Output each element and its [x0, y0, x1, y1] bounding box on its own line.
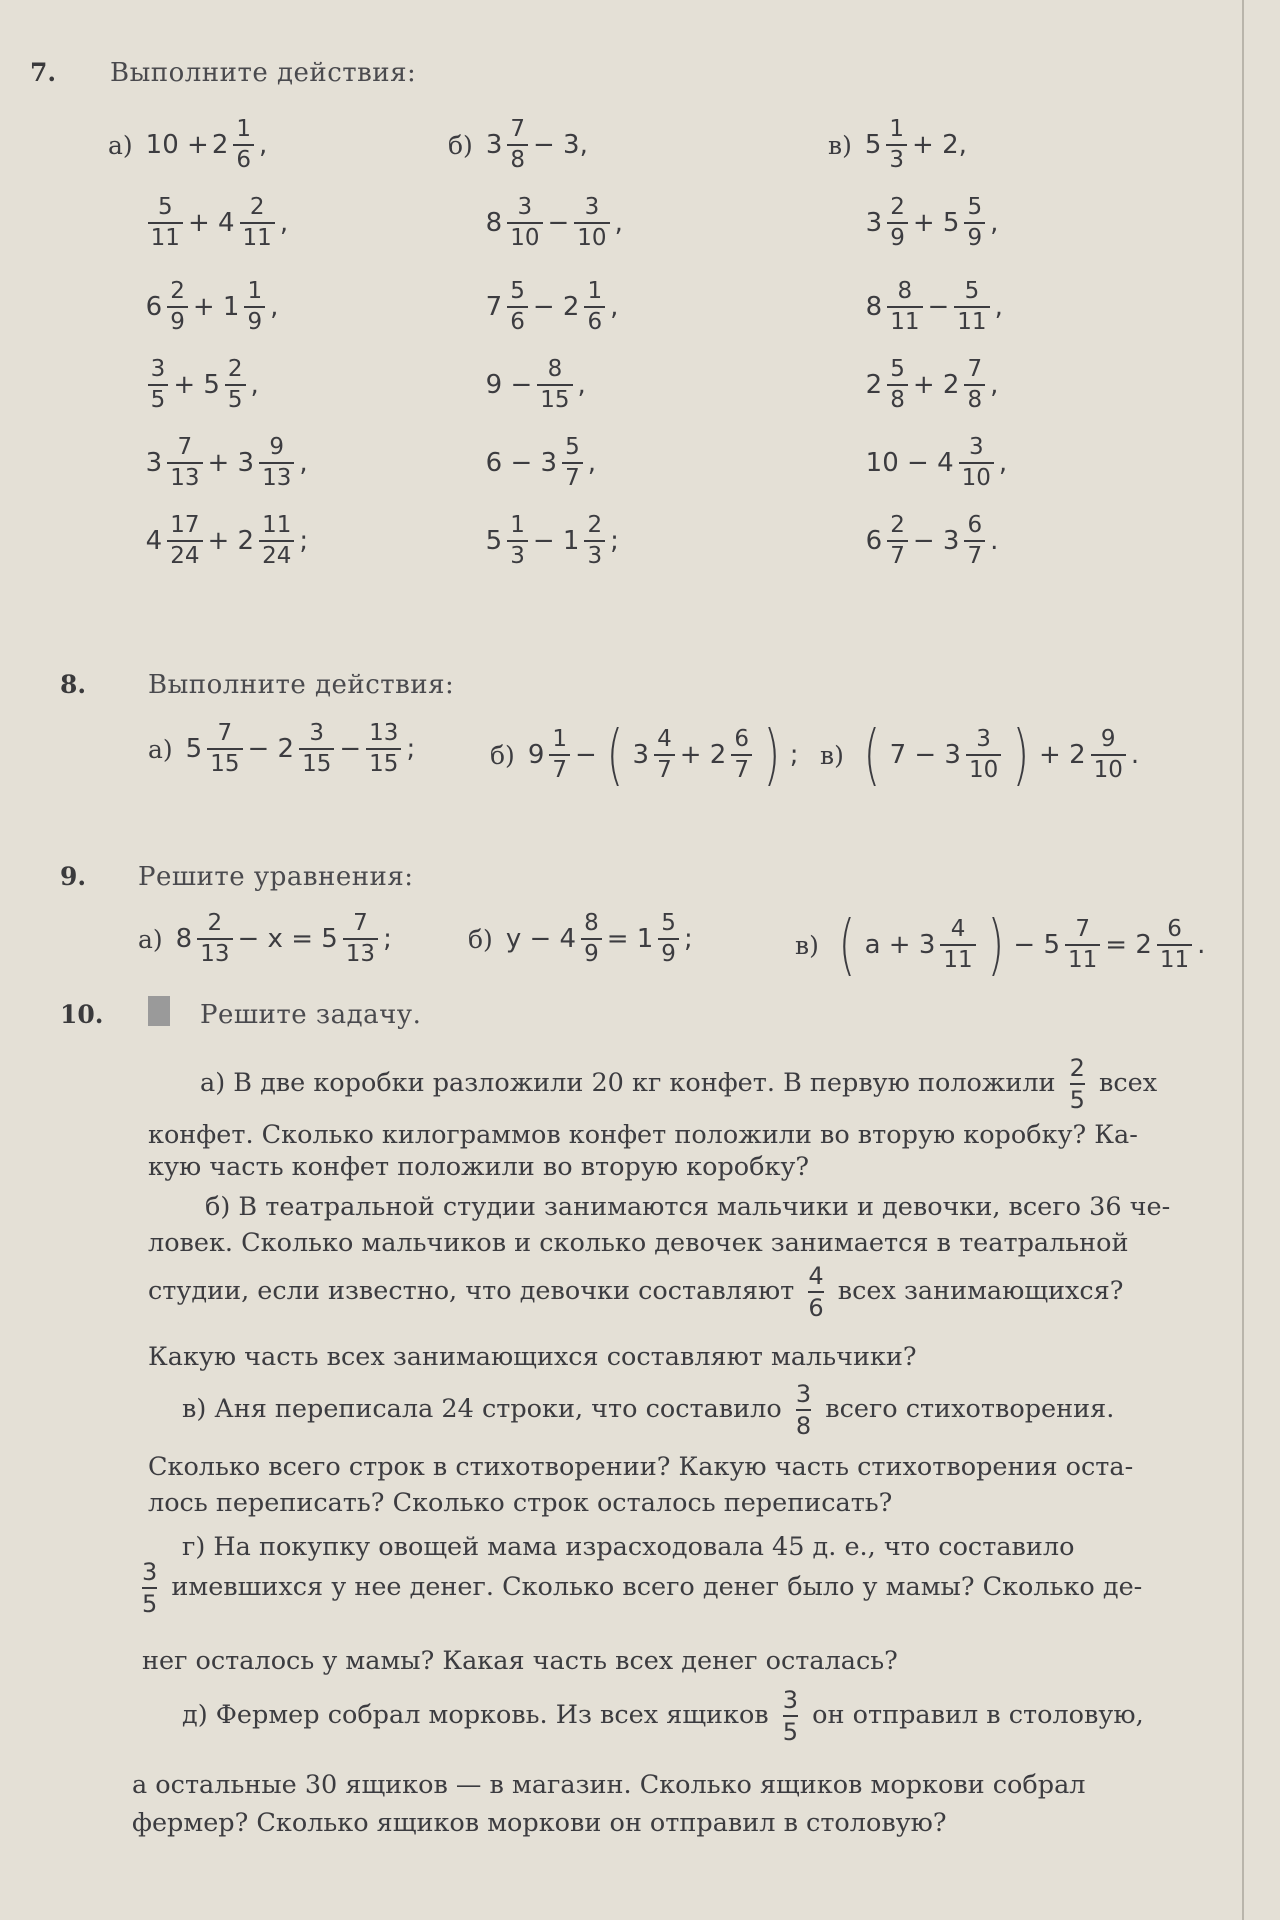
- exercise-7-item: [448, 514, 619, 568]
- numerator: 7: [967, 356, 983, 382]
- numerator: 7: [510, 116, 525, 142]
- denominator: 9: [167, 306, 188, 334]
- exercise-8-b: [490, 716, 799, 793]
- open-paren: (: [606, 716, 624, 793]
- fraction: $\frac{7}{15}$: [207, 722, 242, 776]
- expr-term: + 1: [192, 292, 240, 322]
- fraction: [562, 436, 583, 490]
- denominator: 13: [167, 462, 202, 490]
- numerator: 5: [510, 278, 525, 304]
- fraction: [959, 436, 994, 490]
- fraction: $\frac{2}{13}$: [197, 912, 232, 966]
- expr-term: −: [339, 734, 362, 764]
- task-d-line-1: [182, 1688, 1144, 1744]
- exercise-8-a: [148, 722, 415, 776]
- task-b-line-3: [148, 1264, 1123, 1320]
- denominator: 10: [574, 222, 609, 250]
- denominator: 11: [887, 306, 922, 334]
- close-paren: ): [987, 906, 1004, 983]
- exercise-7-item: [108, 358, 259, 412]
- expr-end: .: [990, 526, 999, 556]
- fraction: [259, 436, 294, 490]
- expr-term: + 2: [679, 740, 727, 770]
- fraction: [584, 514, 605, 568]
- expr-term: 9: [527, 740, 545, 770]
- numerator: 5: [565, 434, 580, 460]
- expr-term: 8: [175, 924, 193, 954]
- fraction: [887, 196, 908, 250]
- fraction: [167, 514, 202, 568]
- exercise-7-item: [108, 118, 267, 172]
- denominator: 8: [507, 144, 528, 172]
- task-text: студии, если известно, что девочки составляют: [148, 1276, 795, 1306]
- denominator: 3: [886, 144, 907, 172]
- exercise-9-b: [468, 912, 693, 966]
- numerator: 1: [587, 278, 603, 304]
- fraction: [887, 358, 908, 412]
- fraction: $\frac{3}{5}$: [142, 1558, 158, 1618]
- task-text: а) В две коробки разложили 20 кг конфет. В первую положили: [200, 1068, 1056, 1098]
- expr-end: ;: [406, 734, 416, 764]
- fraction: [584, 280, 605, 334]
- fraction: $\frac{5}{9}$: [658, 912, 679, 966]
- whole-part: 6: [865, 526, 883, 556]
- exercise-9-number: 9.: [60, 862, 87, 891]
- exercise-7-item: [448, 280, 618, 334]
- expr-term: 5: [185, 734, 203, 764]
- denominator: 7: [887, 540, 908, 568]
- expr-end: ;: [683, 924, 693, 954]
- exercise-7-item: [828, 514, 998, 568]
- denominator: 8: [887, 384, 908, 412]
- whole-part: 2: [865, 370, 883, 400]
- expr-end: .: [1130, 740, 1140, 770]
- expr-term: − 2: [247, 734, 295, 764]
- expr-end: ,: [614, 208, 623, 238]
- close-paren: ): [1012, 716, 1030, 793]
- numerator: 1: [510, 512, 525, 538]
- open-paren: (: [863, 716, 881, 793]
- expr-term: + 3: [207, 448, 255, 478]
- whole-part: 6: [145, 292, 163, 322]
- fraction: [167, 436, 202, 490]
- numerator: 5: [964, 278, 980, 304]
- expr-term: + 2: [1039, 740, 1086, 770]
- fraction: [167, 280, 188, 334]
- whole-part: 5: [485, 526, 503, 556]
- item-label: б): [490, 740, 515, 770]
- task-g-line-3: нег осталось у мамы? Какая часть всех денег осталась?: [142, 1646, 898, 1676]
- task-v-line-1: [182, 1382, 1114, 1438]
- denominator: 7: [562, 462, 583, 490]
- fraction: [537, 358, 572, 412]
- expr-term: −: [547, 208, 570, 238]
- expr-term: + 5: [173, 370, 220, 400]
- expr-end: ,: [270, 292, 279, 322]
- numerator: 9: [269, 434, 285, 460]
- exercise-8-number: 8.: [60, 670, 87, 699]
- expr-term: − 5: [1013, 930, 1060, 960]
- expr-end: ,: [279, 208, 289, 238]
- whole-part: 4: [145, 526, 163, 556]
- expr-end: ,: [299, 448, 308, 478]
- denominator: 6: [507, 306, 528, 334]
- expr-term: − 3: [912, 526, 960, 556]
- fraction: $\frac{6}{11}$: [1157, 918, 1192, 972]
- task-text: в) Аня переписала 24 строки, что составило: [182, 1394, 782, 1424]
- expr-end: ,: [998, 448, 1008, 478]
- fraction: $\frac{8}{9}$: [581, 912, 602, 966]
- numerator: 8: [897, 278, 913, 304]
- fraction: $\frac{3}{5}$: [782, 1686, 799, 1746]
- difficulty-marker-icon: [148, 996, 170, 1026]
- denominator: 5: [148, 384, 169, 412]
- expr-end: ,: [990, 208, 999, 238]
- expr-term: 9 −: [485, 370, 533, 400]
- exercise-7-number: 7.: [30, 58, 57, 87]
- expr-end: ,: [259, 130, 268, 160]
- fraction: $\frac{1}{7}$: [549, 728, 570, 782]
- fraction: $\frac{13}{15}$: [366, 722, 401, 776]
- expr-term: 10 +: [145, 130, 209, 160]
- whole-part: 3: [145, 448, 163, 478]
- page-edge-shadow: [1242, 0, 1244, 1920]
- numerator: 17: [170, 512, 200, 538]
- expr-term: − 3,: [533, 130, 588, 160]
- fraction: [964, 514, 985, 568]
- fraction: [507, 280, 528, 334]
- task-a-line-3: кую часть конфет положили во вторую коробку?: [148, 1152, 810, 1182]
- numerator: 2: [227, 356, 243, 382]
- expr-end: .: [1197, 930, 1206, 960]
- fraction: [148, 196, 183, 250]
- task-g-line-2: [142, 1560, 1142, 1616]
- numerator: 2: [890, 194, 905, 220]
- fraction: [887, 514, 908, 568]
- numerator: 5: [157, 194, 173, 220]
- task-text: всех: [1099, 1068, 1158, 1098]
- denominator: 9: [887, 222, 908, 250]
- task-b-line-1: б) В театральной студии занимаются мальчики и девочки, всего 36 че-: [205, 1192, 1171, 1222]
- expr-term: − 1: [532, 526, 580, 556]
- item-label: б): [448, 130, 473, 160]
- numerator: 1: [889, 116, 905, 142]
- expr-term: + 4: [187, 208, 235, 238]
- denominator: 3: [507, 540, 528, 568]
- open-paren: (: [838, 906, 856, 983]
- expr-term: + 5: [912, 208, 960, 238]
- numerator: 3: [150, 356, 166, 382]
- numerator: 5: [967, 194, 983, 220]
- expr-term: + 2: [912, 370, 960, 400]
- denominator: 11: [148, 222, 183, 250]
- exercise-7-item: [828, 118, 967, 172]
- expr-end: ,: [994, 292, 1003, 322]
- denominator: 15: [537, 384, 572, 412]
- expr-term: y − 4: [505, 924, 577, 954]
- expr-end: ;: [299, 526, 309, 556]
- whole-part: 8: [865, 292, 883, 322]
- fraction: [507, 196, 542, 250]
- exercise-7-item: [828, 196, 998, 250]
- expr-end: ;: [789, 740, 799, 770]
- whole-part: 7: [485, 292, 503, 322]
- expr-end: ,: [610, 292, 619, 322]
- item-label: а): [148, 734, 173, 764]
- expr-term: −: [575, 740, 597, 770]
- numerator: 2: [890, 512, 905, 538]
- exercise-7-item: [108, 514, 308, 568]
- fraction: [233, 118, 254, 172]
- numerator: 6: [967, 512, 983, 538]
- expr-term: − x = 5: [237, 924, 338, 954]
- fraction: $\frac{3}{15}$: [299, 722, 334, 776]
- numerator: 3: [584, 194, 600, 220]
- expr-term: −: [927, 292, 950, 322]
- expr-term: 6 − 3: [485, 448, 558, 478]
- whole-part: 3: [485, 130, 503, 160]
- task-b-line-4: Какую часть всех занимающихся составляют мальчики?: [148, 1342, 917, 1372]
- item-label: в): [795, 930, 819, 960]
- expr-term: 3: [632, 740, 650, 770]
- close-paren: ): [763, 716, 781, 793]
- task-a-line-1: [200, 1056, 1157, 1112]
- exercise-7-item: [108, 280, 278, 334]
- denominator: 10: [507, 222, 542, 250]
- fraction: [244, 280, 265, 334]
- exercise-10-title: Решите задачу.: [200, 1000, 422, 1030]
- exercise-7-item: [448, 196, 623, 250]
- fraction: [259, 514, 294, 568]
- fraction: $\frac{4}{11}$: [940, 918, 975, 972]
- expr-term: + 2: [207, 526, 255, 556]
- task-text: всего стихотворения.: [825, 1394, 1115, 1424]
- task-a-line-2: конфет. Сколько килограммов конфет положили во вторую коробку? Ка-: [148, 1120, 1138, 1150]
- numerator: 7: [177, 434, 193, 460]
- fraction: [507, 118, 528, 172]
- task-text: всех занимающихся?: [837, 1276, 1124, 1306]
- exercise-7-item: [448, 436, 596, 490]
- numerator: 2: [587, 512, 603, 538]
- fraction: [886, 118, 907, 172]
- task-text: д) Фермер собрал морковь. Из всех ящиков: [182, 1700, 769, 1730]
- whole-part: 3: [865, 208, 883, 238]
- fraction: $\frac{2}{5}$: [1069, 1054, 1085, 1114]
- fraction: [964, 358, 985, 412]
- expr-end: ,: [577, 370, 586, 400]
- item-label: в): [828, 130, 852, 160]
- exercise-9-title: Решите уравнения:: [138, 862, 414, 892]
- numerator: 8: [547, 356, 563, 382]
- fraction: $\frac{6}{7}$: [731, 728, 752, 782]
- exercise-7-item: [828, 358, 998, 412]
- exercise-7-item: [108, 436, 308, 490]
- whole-part: 8: [485, 208, 503, 238]
- numerator: 1: [247, 278, 263, 304]
- fraction: $\frac{7}{13}$: [343, 912, 378, 966]
- exercise-7-item: [828, 280, 1003, 334]
- exercise-8-title: Выполните действия:: [148, 670, 455, 700]
- denominator: 11: [954, 306, 989, 334]
- expr-end: ;: [610, 526, 619, 556]
- denominator: 6: [233, 144, 254, 172]
- task-v-line-2: Сколько всего строк в стихотворении? Какую часть стихотворения оста-: [148, 1452, 1134, 1482]
- task-text: имевшихся у нее денег. Сколько всего денег было у мамы? Сколько де-: [171, 1572, 1143, 1602]
- numerator: 5: [890, 356, 905, 382]
- expr-term: 10 − 4: [865, 448, 954, 478]
- item-label: в): [820, 740, 844, 770]
- fraction: [148, 358, 169, 412]
- fraction: [954, 280, 989, 334]
- expr-term: + 2,: [912, 130, 967, 160]
- expr-term: a + 3: [864, 930, 936, 960]
- expr-term: = 2: [1105, 930, 1152, 960]
- fraction: $\frac{4}{6}$: [808, 1262, 824, 1322]
- fraction: [574, 196, 609, 250]
- task-v-line-3: лось переписать? Сколько строк осталось переписать?: [148, 1488, 893, 1518]
- denominator: 11: [240, 222, 275, 250]
- task-g-line-1: г) На покупку овощей мама израсходовала 45 д. е., что составило: [182, 1532, 1075, 1562]
- item-label: а): [138, 924, 163, 954]
- denominator: 13: [259, 462, 294, 490]
- denominator: 24: [167, 540, 202, 568]
- numerator: 2: [170, 278, 185, 304]
- expr-end: ,: [250, 370, 259, 400]
- expr-end: ;: [383, 924, 392, 954]
- fraction: $\frac{4}{7}$: [654, 728, 675, 782]
- denominator: 10: [959, 462, 994, 490]
- fraction: $\frac{3}{8}$: [795, 1380, 812, 1440]
- fraction: [887, 280, 922, 334]
- fraction: [240, 196, 275, 250]
- denominator: 8: [964, 384, 985, 412]
- denominator: 9: [964, 222, 985, 250]
- denominator: 6: [584, 306, 605, 334]
- exercise-7-item: [448, 358, 586, 412]
- denominator: 24: [259, 540, 294, 568]
- exercise-7-item: [828, 436, 1007, 490]
- whole-part: 2: [211, 130, 229, 160]
- expr-term: − 2: [532, 292, 580, 322]
- item-label: б): [468, 924, 493, 954]
- numerator: 3: [968, 434, 984, 460]
- exercise-7-title: Выполните действия:: [110, 58, 417, 88]
- exercise-7-item: [448, 118, 588, 172]
- fraction: [964, 196, 985, 250]
- fraction: $\frac{7}{11}$: [1065, 918, 1100, 972]
- expr-term: = 1: [606, 924, 654, 954]
- numerator: 11: [262, 512, 292, 538]
- whole-part: 5: [864, 130, 882, 160]
- task-d-line-2: а остальные 30 ящиков — в магазин. Сколько ящиков моркови собрал: [132, 1770, 1086, 1800]
- fraction: [507, 514, 528, 568]
- denominator: 9: [244, 306, 265, 334]
- numerator: 2: [249, 194, 265, 220]
- fraction: $\frac{9}{10}$: [1091, 728, 1126, 782]
- item-label: а): [108, 130, 133, 160]
- numerator: 3: [517, 194, 533, 220]
- exercise-9-v: [795, 906, 1206, 983]
- denominator: 5: [225, 384, 246, 412]
- task-text: он отправил в столовую,: [812, 1700, 1144, 1730]
- exercise-8-v: [820, 716, 1140, 793]
- task-b-line-2: ловек. Сколько мальчиков и сколько девочек занимается в театральной: [148, 1228, 1129, 1258]
- numerator: 1: [236, 116, 251, 142]
- expr-end: ,: [990, 370, 999, 400]
- fraction: $\frac{3}{10}$: [966, 728, 1001, 782]
- denominator: 7: [964, 540, 985, 568]
- exercise-10-number: 10.: [60, 1000, 104, 1029]
- exercise-7-item: [108, 196, 288, 250]
- expr-term: 7 − 3: [889, 740, 961, 770]
- task-d-line-3: фермер? Сколько ящиков моркови он отправил в столовую?: [132, 1808, 947, 1838]
- exercise-9-a: [138, 912, 392, 966]
- expr-end: ,: [587, 448, 596, 478]
- fraction: [225, 358, 246, 412]
- denominator: 3: [584, 540, 605, 568]
